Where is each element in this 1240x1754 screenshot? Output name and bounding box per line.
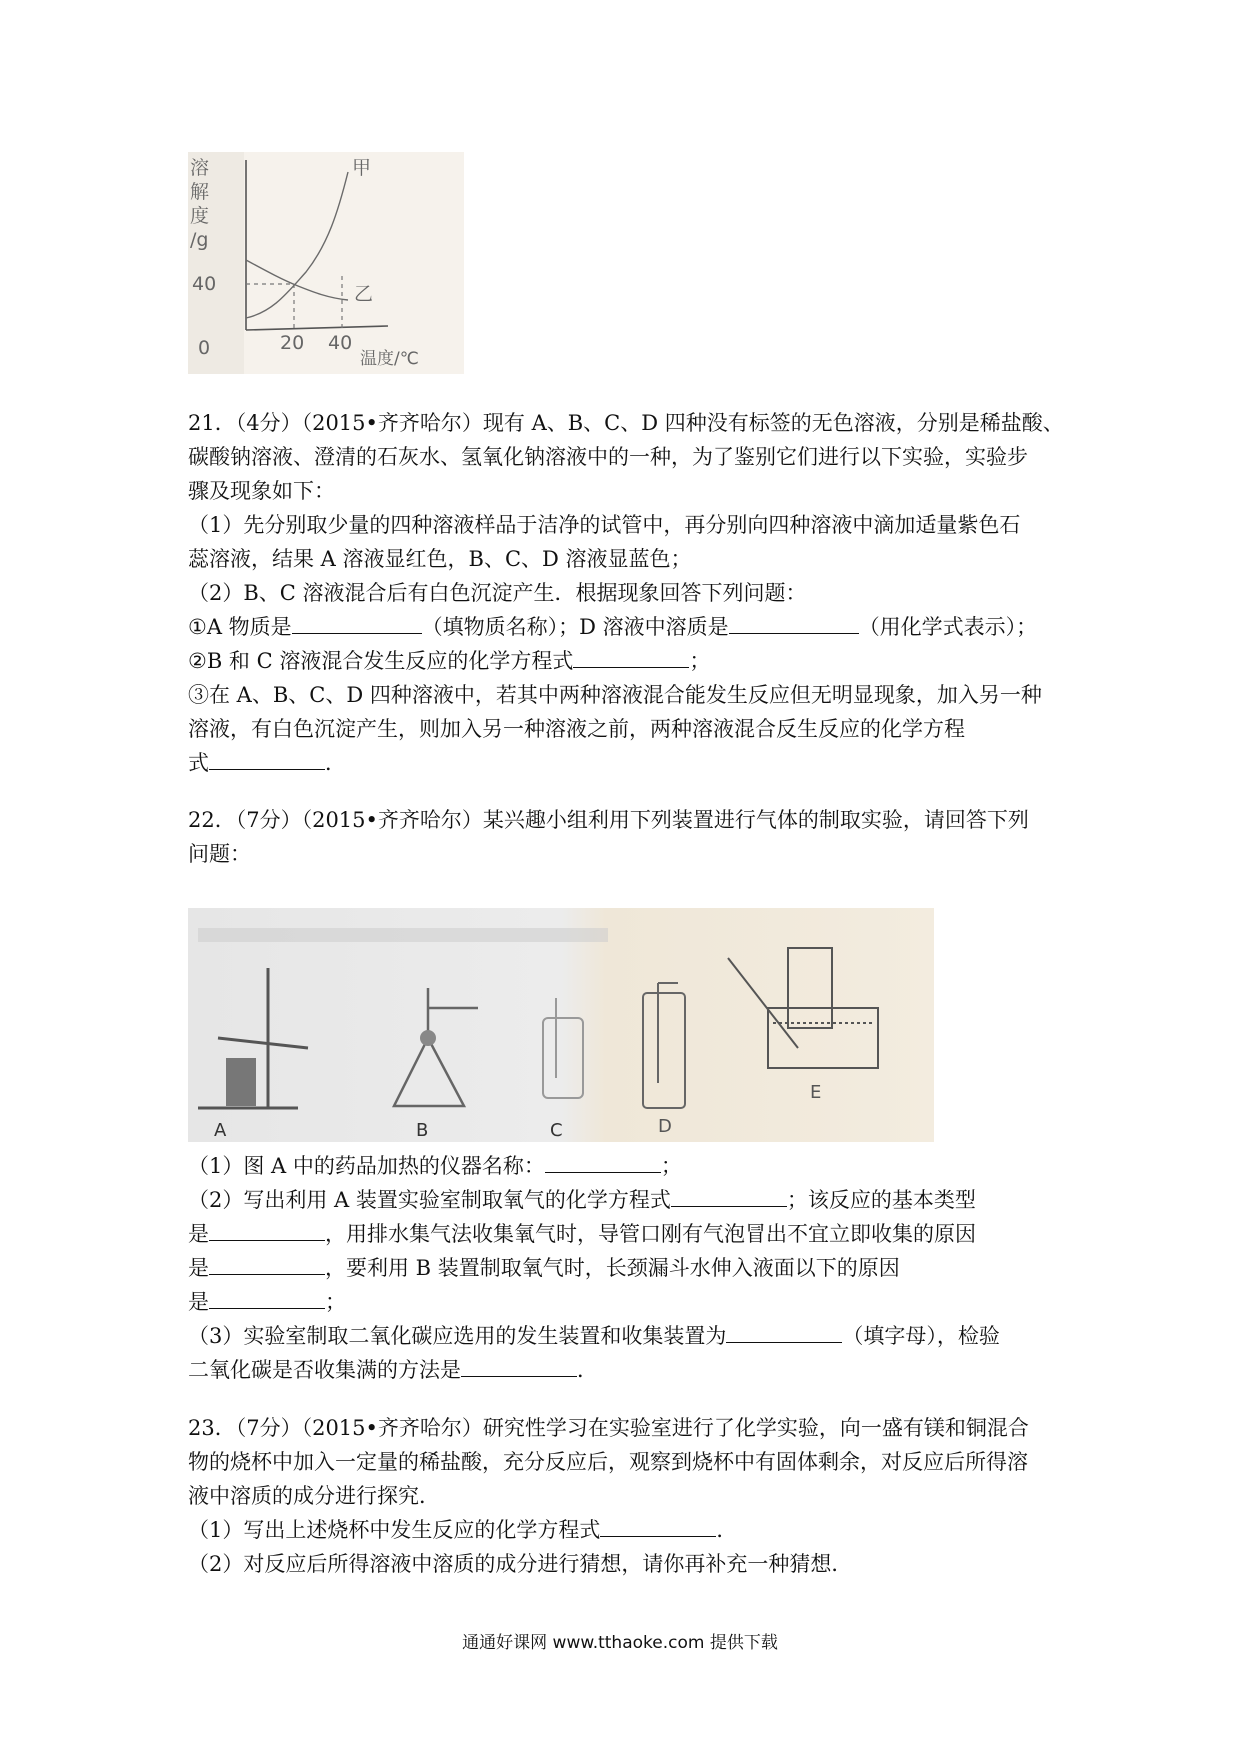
graph-ylabel-3: 度 — [190, 205, 210, 227]
q21-line-10: 溶液，有白色沉淀产生，则加入另一种溶液之前，两种溶液混合反生反应的化学方程 — [188, 717, 965, 741]
graph-tick-40: 40 — [192, 273, 217, 295]
q22-line-7b: ； — [325, 1290, 346, 1314]
answer-blank[interactable] — [209, 1220, 325, 1241]
graph-label-yi: 乙 — [354, 283, 374, 305]
q22-line-4a: （2）写出利用 A 装置实验室制取氧气的化学方程式 — [188, 1188, 671, 1212]
page-footer: 通通好课网 www.tthaoke.com 提供下载 — [462, 1633, 778, 1653]
apparatus-figure — [188, 908, 934, 1142]
q22-line-5b: ，用排水集气法收集氧气时，导管口刚有气泡冒出不宜立即收集的原因 — [325, 1222, 976, 1246]
graph-tick-x40: 40 — [328, 332, 353, 354]
q23-line-4a: （1）写出上述烧杯中发生反应的化学方程式 — [188, 1518, 601, 1542]
q21-line-7 — [188, 612, 1037, 642]
q21-line-6: （2）B、C 溶液混合后有白色沉淀产生．根据现象回答下列问题： — [188, 581, 807, 605]
answer-blank[interactable] — [545, 1152, 661, 1173]
answer-blank[interactable] — [600, 1516, 716, 1537]
q22-line-7a: 是 — [188, 1290, 209, 1314]
q23-line-5: （2）对反应后所得溶液中溶质的成分进行猜想，请你再补充一种猜想． — [188, 1552, 853, 1576]
answer-blank[interactable] — [671, 1186, 787, 1207]
graph-origin: 0 — [198, 337, 211, 359]
answer-blank[interactable] — [209, 749, 325, 770]
q22-line-4 — [188, 1185, 976, 1215]
answer-blank[interactable] — [292, 613, 422, 634]
q21-line-7c: （用化学式表示）； — [858, 615, 1038, 639]
q21-line-5: 蕊溶液，结果 A 溶液显红色，B、C、D 溶液显蓝色； — [188, 547, 692, 571]
q22-line-6b: ，要利用 B 装置制取氧气时，长颈漏斗水伸入液面以下的原因 — [325, 1256, 900, 1280]
graph-label-jia: 甲 — [352, 157, 372, 179]
q22-line-5 — [188, 1219, 976, 1249]
q22-line-1: 22．（7分）（2015•齐齐哈尔）某兴趣小组利用下列装置进行气体的制取实验，请回答下列 — [188, 808, 1029, 832]
fig-label-d: D — [658, 1116, 672, 1137]
fig-label-b: B — [416, 1120, 429, 1141]
q21-line-11b: ． — [325, 751, 346, 775]
q22-line-9 — [188, 1355, 598, 1385]
q23-line-4b: ． — [716, 1518, 738, 1542]
solubility-graph — [188, 152, 464, 374]
answer-blank[interactable] — [726, 1322, 842, 1343]
graph-xlabel: 温度/℃ — [360, 349, 419, 369]
q21-line-8b: ； — [689, 649, 711, 673]
q21-line-1: 21．（4分）（2015•齐齐哈尔）现有 A、B、C、D 四种没有标签的无色溶液，分别是稀盐酸、 — [188, 411, 1064, 435]
q22-line-6 — [188, 1253, 900, 1283]
fig-label-c: C — [550, 1120, 563, 1141]
q22-line-8a: （3）实验室制取二氧化碳应选用的发生装置和收集装置为 — [188, 1324, 727, 1348]
fig-label-a: A — [214, 1120, 227, 1141]
graph-ylabel-4: /g — [190, 229, 209, 251]
q21-line-4: （1）先分别取少量的四种溶液样品于洁净的试管中，再分别向四种溶液中滴加适量紫色石 — [188, 513, 1021, 537]
answer-blank[interactable] — [461, 1356, 577, 1377]
fig-label-e: E — [810, 1082, 822, 1103]
q21-line-11a: 式 — [188, 751, 209, 775]
q22-line-9b: ． — [577, 1358, 598, 1382]
graph-tick-x20: 20 — [280, 332, 305, 354]
q22-line-4b: ；该反应的基本类型 — [786, 1188, 976, 1212]
answer-blank[interactable] — [729, 613, 859, 634]
q22-line-3b: ； — [660, 1154, 682, 1178]
q21-line-7a: ①A 物质是 — [188, 615, 292, 639]
q22-line-8b: （填字母），检验 — [842, 1324, 1000, 1348]
answer-blank[interactable] — [209, 1254, 325, 1275]
q21-line-11 — [188, 748, 346, 778]
q22-line-9a: 二氧化碳是否收集满的方法是 — [188, 1358, 461, 1382]
q23-line-2: 物的烧杯中加入一定量的稀盐酸，充分反应后，观察到烧杯中有固体剩余，对反应后所得溶 — [188, 1450, 1028, 1474]
q22-line-3 — [188, 1151, 682, 1181]
q23-line-4 — [188, 1515, 737, 1545]
q21-line-2: 碳酸钠溶液、澄清的石灰水、氢氧化钠溶液中的一种，为了鉴别它们进行以下实验，实验步 — [188, 445, 1028, 469]
q21-line-8a: ②B 和 C 溶液混合发生反应的化学方程式 — [188, 649, 574, 673]
q21-line-8 — [188, 646, 710, 676]
q22-line-3a: （1）图 A 中的药品加热的仪器名称： — [188, 1154, 545, 1178]
graph-ylabel-2: 解 — [190, 181, 210, 203]
q22-line-2: 问题： — [188, 842, 251, 866]
q23-line-3: 液中溶质的成分进行探究． — [188, 1484, 440, 1508]
q23-line-1: 23．（7分）（2015•齐齐哈尔）研究性学习在实验室进行了化学实验，向一盛有镁和铜混合 — [188, 1416, 1029, 1440]
q21-line-7b: （填物质名称）；D 溶液中溶质是 — [421, 615, 729, 639]
q21-line-9: ③在 A、B、C、D 四种溶液中，若其中两种溶液混合能发生反应但无明显现象，加入另一种 — [188, 683, 1042, 707]
graph-ylabel-1: 溶 — [190, 157, 210, 179]
q22-line-8 — [188, 1321, 1000, 1351]
answer-blank[interactable] — [573, 647, 689, 668]
q22-line-5a: 是 — [188, 1222, 209, 1246]
q21-line-3: 骤及现象如下： — [188, 479, 335, 503]
q22-line-6a: 是 — [188, 1256, 209, 1280]
answer-blank[interactable] — [209, 1288, 325, 1309]
q22-line-7 — [188, 1287, 346, 1317]
